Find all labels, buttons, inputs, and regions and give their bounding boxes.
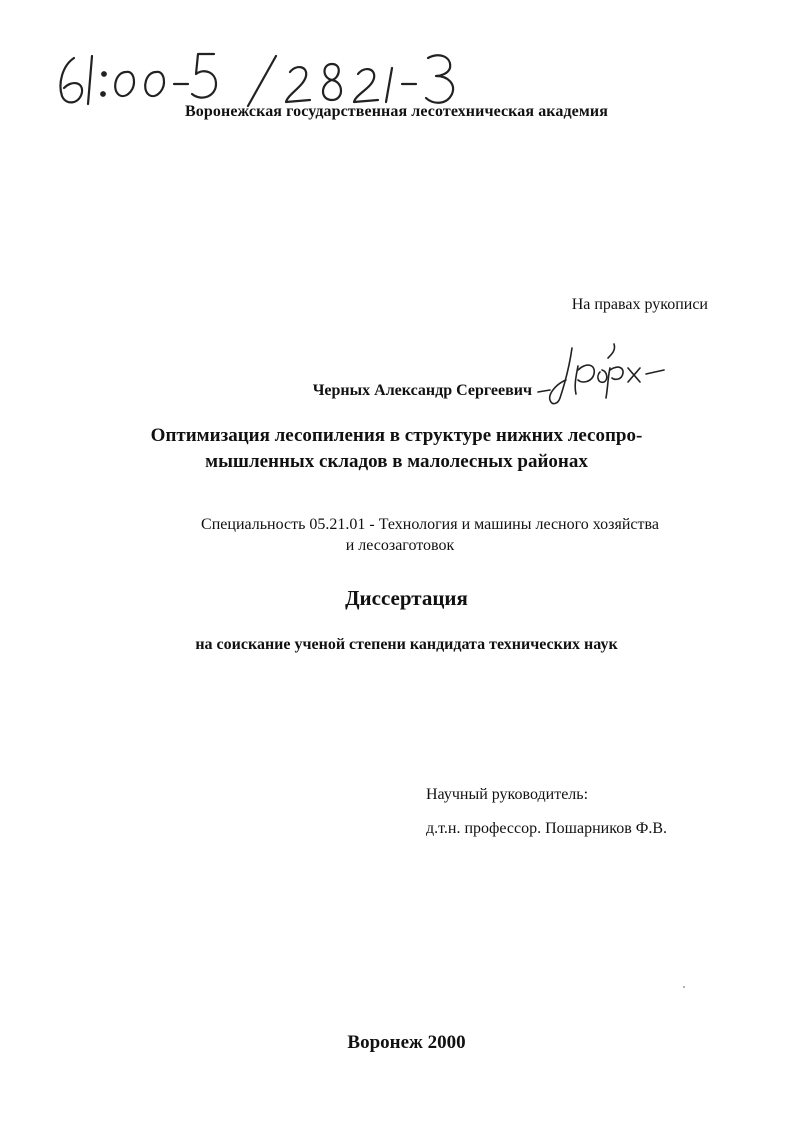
specialty-line-2: и лесозаготовок <box>345 537 455 554</box>
author-signature <box>536 340 666 412</box>
scan-speck <box>683 986 685 988</box>
dissertation-title <box>90 423 703 475</box>
title-line-2: мышленных складов в малолесных районах <box>205 451 588 472</box>
degree-statement: на соискание ученой степени кандидата технических наук <box>195 636 618 653</box>
signature-handwriting <box>536 340 666 412</box>
specialty-line-1: Специальность 05.21.01 - Технология и машины лесного хозяйства <box>201 516 659 533</box>
author-name: Черных Александр Сергеевич <box>312 382 532 399</box>
document-type-heading: Диссертация <box>345 586 468 610</box>
city-and-year: Воронеж 2000 <box>347 1032 466 1053</box>
manuscript-rights-note: На правах рукописи <box>571 296 708 313</box>
title-line-1: Оптимизация лесопиления в структуре нижних лесопро- <box>150 425 643 446</box>
institution-name: Воронежская государственная лесотехническая академия <box>185 103 608 120</box>
supervisor-name: д.т.н. профессор. Пошарников Ф.В. <box>426 820 668 837</box>
supervisor-label: Научный руководитель: <box>426 786 589 803</box>
